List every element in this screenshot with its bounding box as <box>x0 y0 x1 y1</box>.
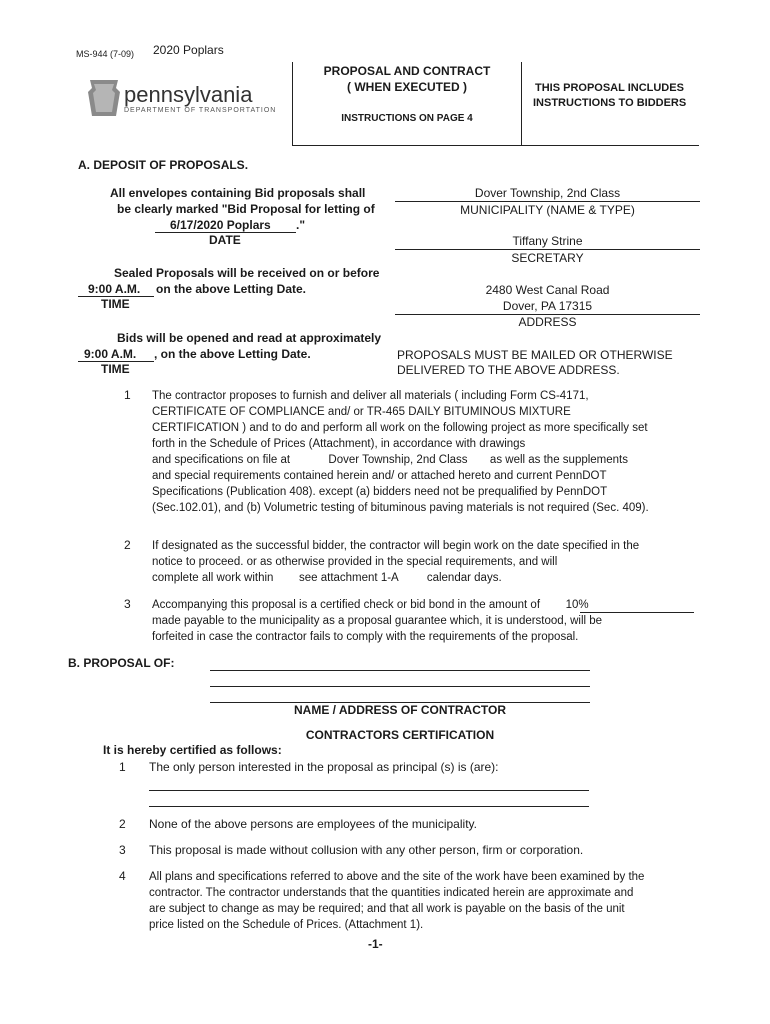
header-divider-right <box>521 62 522 146</box>
cert-2-number: 2 <box>119 817 126 831</box>
item-1-text <box>152 388 702 516</box>
item-1-line: CERTIFICATION ) and to do and perform all work on the following project as more specifically set <box>152 422 648 434</box>
item-1-line: (Sec.102.01), and (b) Volumetric testing of bituminous paving materials is not required (Sec. 409). <box>152 502 649 514</box>
certification-title: CONTRACTORS CERTIFICATION <box>305 728 495 742</box>
item-1-line: and special requirements contained herein and/ or attached hereto and current PennDOT <box>152 470 607 482</box>
cert-3-number: 3 <box>119 843 126 857</box>
envelopes-line1: All envelopes containing Bid proposals shall <box>110 186 366 200</box>
municipality-underline <box>395 201 700 202</box>
logo-name: pennsylvania <box>124 82 253 107</box>
mail-line1: PROPOSALS MUST BE MAILED OR OTHERWISE <box>397 348 673 362</box>
item-3-line: Accompanying this proposal is a certified check or bid bond in the amount of 10% <box>152 599 589 611</box>
mail-line2: DELIVERED TO THE ABOVE ADDRESS. <box>397 363 620 377</box>
principal-line-2 <box>149 806 589 807</box>
title-line2: ( WHEN EXECUTED ) <box>347 80 467 94</box>
open-time-value: 9:00 A.M. <box>84 347 137 361</box>
open-time-suffix: , on the above Letting Date. <box>154 347 311 361</box>
cert-4-number: 4 <box>119 869 126 883</box>
cert-4-text <box>149 869 704 933</box>
cert-1-number: 1 <box>119 760 126 774</box>
municipality-label: MUNICIPALITY (NAME & TYPE) <box>460 203 635 217</box>
secretary-value: Tiffany Strine <box>512 234 583 248</box>
bond-amount-underline <box>580 612 694 613</box>
item-1-line: Specifications (Publication 408). except (a) bidders need not be prequalified by PennDOT <box>152 486 608 498</box>
principal-line-1 <box>149 790 589 791</box>
certification-intro: It is hereby certified as follows: <box>103 743 282 757</box>
item-1-line: forth in the Schedule of Prices (Attachment), in accordance with drawings <box>152 438 526 450</box>
item-1-line: and specifications on file at Dover Township, 2nd Class as well as the supplements <box>152 454 628 466</box>
secretary-underline <box>395 249 700 250</box>
item-2-line: If designated as the successful bidder, the contractor will begin work on the date specified in the <box>152 540 640 552</box>
item-1-line: The contractor proposes to furnish and deliver all materials ( including Form CS-4171, <box>152 390 589 402</box>
opened-line: Bids will be opened and read at approximately <box>117 331 382 345</box>
header-bottom-rule <box>292 145 699 146</box>
cert-3-text: This proposal is made without collusion with any other person, firm or corporation. <box>149 843 584 857</box>
cert-1-text: The only person interested in the proposal as principal (s) is (are): <box>149 760 499 774</box>
municipality-value: Dover Township, 2nd Class <box>474 186 621 200</box>
form-year: 2020 Poplars <box>153 43 224 57</box>
item-1-number: 1 <box>124 388 131 402</box>
address-label: ADDRESS <box>518 315 577 329</box>
item-3-number: 3 <box>124 597 131 611</box>
name-address-label: NAME / ADDRESS OF CONTRACTOR <box>293 703 506 717</box>
secretary-label: SECRETARY <box>511 251 584 265</box>
cert-4-line: are subject to change as may be required; and that all work is payable on the basis of the unit <box>149 903 625 915</box>
cert-4-line: contractor. The contractor understands that the quantities indicated herein are approximate and <box>149 887 634 899</box>
cert-4-line: price listed on the Schedule of Prices. (Attachment 1). <box>149 919 424 931</box>
section-a-heading: A. DEPOSIT OF PROPOSALS. <box>78 158 249 172</box>
address-line1: 2480 West Canal Road <box>485 283 610 297</box>
keystone-logo-icon <box>86 78 122 123</box>
right-note-line2: INSTRUCTIONS TO BIDDERS <box>533 97 687 109</box>
letting-date-suffix: ." <box>296 218 306 232</box>
contractor-line-1 <box>210 670 590 671</box>
item-3-text <box>152 597 702 645</box>
receive-time-value: 9:00 A.M. <box>88 282 141 296</box>
cert-2-text: None of the above persons are employees of the municipality. <box>149 817 477 831</box>
cert-4-line: All plans and specifications referred to above and the site of the work have been examined by the <box>149 871 645 883</box>
date-label: DATE <box>209 233 241 247</box>
letting-date-value: 6/17/2020 Poplars <box>170 218 271 232</box>
right-note-line1: THIS PROPOSAL INCLUDES <box>535 82 684 94</box>
form-number: MS-944 (7-09) <box>76 49 135 59</box>
contractor-line-2 <box>210 686 590 687</box>
page-number: -1- <box>368 937 383 951</box>
time-label-1: TIME <box>101 297 130 311</box>
receive-time-suffix: on the above Letting Date. <box>156 282 307 296</box>
item-2-text <box>152 538 702 586</box>
envelopes-line2: be clearly marked "Bid Proposal for letting of <box>117 202 375 216</box>
section-b-heading: B. PROPOSAL OF: <box>68 656 175 670</box>
time-label-2: TIME <box>101 362 130 376</box>
item-3-line: forfeited in case the contractor fails to comply with the requirements of the proposal. <box>152 631 579 643</box>
title-line1: PROPOSAL AND CONTRACT <box>323 64 491 78</box>
instructions-note: INSTRUCTIONS ON PAGE 4 <box>341 113 473 124</box>
item-1-line: CERTIFICATE OF COMPLIANCE and/ or TR-465 DAILY BITUMINOUS MIXTURE <box>152 406 571 418</box>
logo-dept: DEPARTMENT OF TRANSPORTATION <box>124 107 277 114</box>
item-3-line: made payable to the municipality as a proposal guarantee which, it is understood, will be <box>152 615 603 627</box>
item-2-line: notice to proceed. or as otherwise provided in the special requirements, and will <box>152 556 558 568</box>
address-line2: Dover, PA 17315 <box>502 299 593 313</box>
item-2-line: complete all work within see attachment 1-A calendar days. <box>152 572 502 584</box>
item-2-number: 2 <box>124 538 131 552</box>
sealed-line: Sealed Proposals will be received on or before <box>114 266 380 280</box>
